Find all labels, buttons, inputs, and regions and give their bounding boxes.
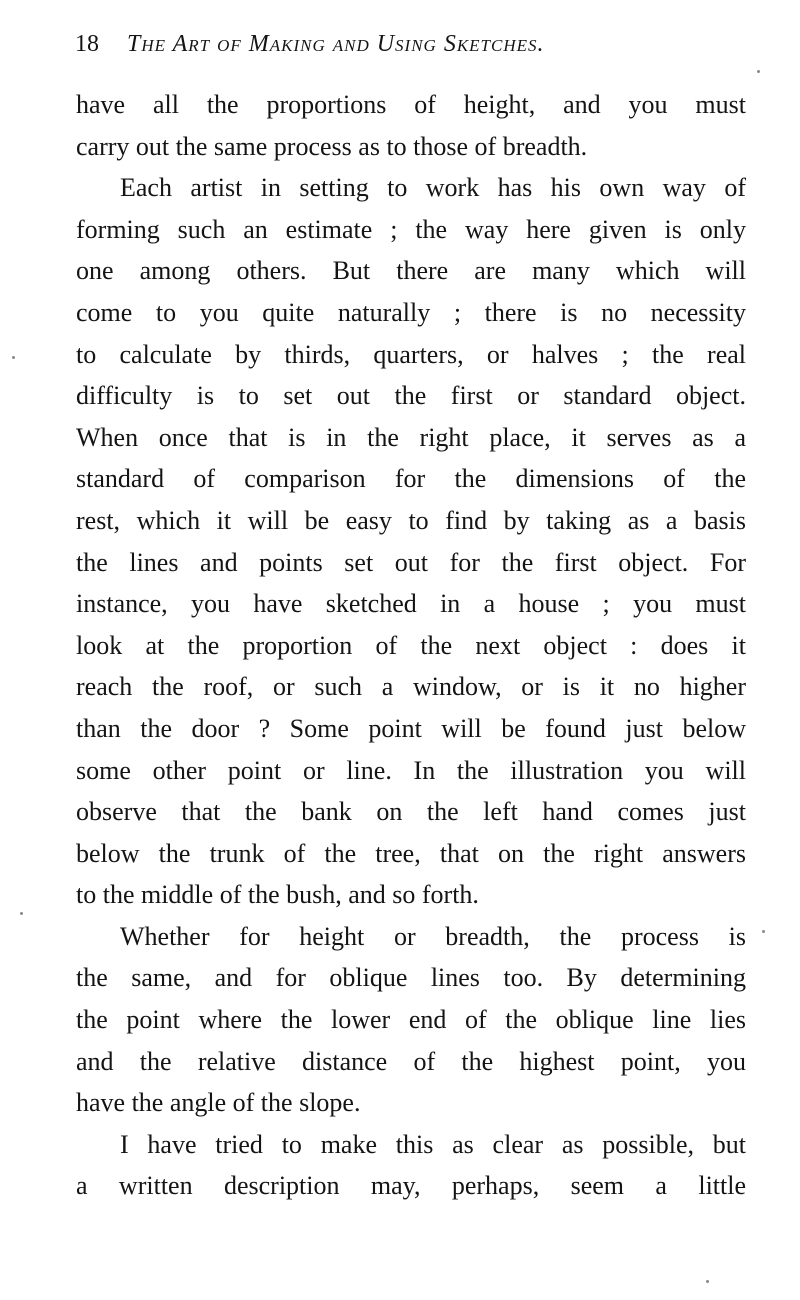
text-line: instance, you have sketched in a house ; you must [76,589,746,619]
text-line: one among others. But there are many which will [76,256,746,286]
text-line: When once that is in the right place, it serves as a [76,422,746,452]
running-head [75,28,705,60]
text-line: than the door ? Some point will be found just below [76,713,746,743]
text-line: a written description may, perhaps, seem a little [76,1171,746,1201]
text-line: have all the proportions of height, and you must [76,90,746,119]
text-line: the lines and points set out for the first object. For [76,547,746,577]
running-title: The Art of Making and Using Sketches. [127,31,545,57]
paragraph-first-line: Each artist in setting to work has his own way of [120,173,746,203]
text-line: have the angle of the slope. [76,1088,361,1118]
text-line: carry out the same process as to those of breadth. [76,131,588,161]
paragraph-first-line: Whether for height or breadth, the process is [120,921,746,951]
paragraph-first-line: I have tried to make this as clear as possible, but [120,1129,746,1159]
text-line: and the relative distance of the highest point, you [76,1046,746,1076]
body-text [76,84,746,1207]
text-line: below the trunk of the tree, that on the right answers [76,838,746,868]
text-line: the same, and for oblique lines too. By determining [76,963,746,993]
text-line: rest, which it will be easy to find by taking as a basis [76,505,746,535]
text-line: standard of comparison for the dimensions of the [76,464,746,494]
page-number: 18 [75,31,99,57]
text-line: reach the roof, or such a window, or is it no higher [76,672,746,702]
text-line: observe that the bank on the left hand comes just [76,797,746,827]
paper-speck [706,1280,709,1283]
paper-speck [762,930,765,933]
text-line: some other point or line. In the illustration you will [76,755,746,785]
paper-speck [12,356,15,359]
paper-speck [20,912,23,915]
paper-speck [757,70,760,73]
text-line: to calculate by thirds, quarters, or halves ; the real [76,339,746,369]
text-line: look at the proportion of the next object : does it [76,630,746,660]
text-line: come to you quite naturally ; there is no necessity [76,297,746,327]
text-line: forming such an estimate ; the way here given is only [76,214,746,244]
text-line: the point where the lower end of the oblique line lies [76,1005,746,1035]
text-line: difficulty is to set out the first or standard object. [76,381,746,411]
text-line: to the middle of the bush, and so forth. [76,880,479,910]
